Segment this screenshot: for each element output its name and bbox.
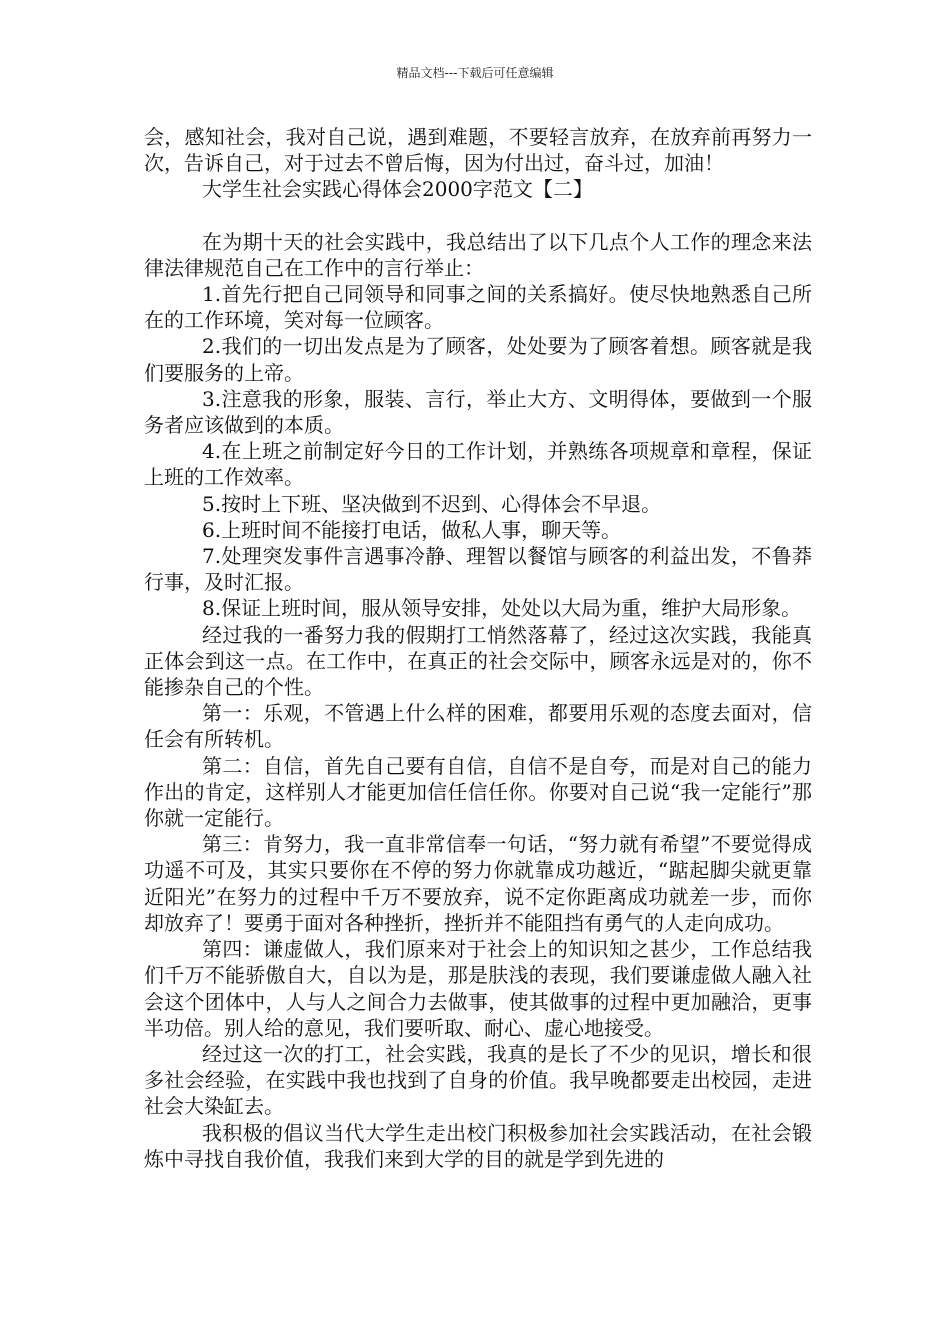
paragraph: 第四：谦虚做人，我们原来对于社会上的知识知之甚少，工作总结我们千万不能骄傲自大，自以为是，那是肤浅的表现，我们要谦虚做人融入社会这个团体中，人与人之间合力去做事，使其做事的过程中更加融洽，更事半功倍。别人给的意见，我们要听取、耐心、虚心地接受。 — [144, 937, 812, 1040]
paragraph-continuation: 会，感知社会，我对自己说，遇到难题，不要轻言放弃，在放弃前再努力一次，告诉自己，对于过去不曾后悔，因为付出过，奋斗过，加油！ — [144, 125, 812, 176]
list-item: 2.我们的一切出发点是为了顾客，处处要为了顾客着想。顾客就是我们要服务的上帝。 — [144, 334, 812, 385]
list-item: 8.保证上班时间，服从领导安排，处处以大局为重，维护大局形象。 — [202, 596, 802, 621]
section-title: 大学生社会实践心得体会2000字范文【二】 — [202, 177, 593, 202]
list-item: 6.上班时间不能接打电话，做私人事，聊天等。 — [202, 517, 622, 542]
paragraph: 我积极的倡议当代大学生走出校门积极参加社会实践活动，在社会锻炼中寻找自我价值，我我们来到大学的目的就是学到先进的 — [144, 1120, 812, 1171]
paragraph: 经过这一次的打工，社会实践，我真的是长了不少的见识，增长和很多社会经验，在实践中我也找到了自身的价值。我早晚都要走出校园，走进社会大染缸去。 — [144, 1041, 812, 1119]
list-item: 4.在上班之前制定好今日的工作计划，并熟练各项规章和章程，保证上班的工作效率。 — [144, 439, 812, 490]
list-item: 5.按时上下班、坚决做到不迟到、心得体会不早退。 — [202, 491, 662, 516]
paragraph: 第一：乐观，不管遇上什么样的困难，都要用乐观的态度去面对，信任会有所转机。 — [144, 701, 812, 752]
list-item: 1.首先行把自己同领导和同事之间的关系搞好。使尽快地熟悉自己所在的工作环境，笑对每一位顾客。 — [144, 282, 812, 333]
page-header: 精品文档---下载后可任意编辑 — [396, 66, 554, 80]
paragraph: 在为期十天的社会实践中，我总结出了以下几点个人工作的理念来法律法律规范自己在工作中的言行举止： — [144, 229, 812, 280]
paragraph: 第三：肯努力，我一直非常信奉一句话，“努力就有希望”不要觉得成功遥不可及，其实只要你在不停的努力你就靠成功越近，“踮起脚尖就更靠近阳光”在努力的过程中千万不要放弃，说不定你距离成功就差一步，而你却放弃了！要勇于面对各种挫折，挫折并不能阻挡有勇气的人走向成功。 — [144, 832, 812, 935]
document-body — [144, 124, 812, 1172]
list-item: 3.注意我的形象，服装、言行，举止大方、文明得体，要做到一个服务者应该做到的本质。 — [144, 386, 812, 438]
spacer — [144, 203, 812, 229]
list-item: 7.处理突发事件言遇事冷静、理智以餐馆与顾客的利益出发，不鲁莽行事，及时汇报。 — [144, 544, 812, 595]
paragraph: 经过我的一番努力我的假期打工悄然落幕了，经过这次实践，我能真正体会到这一点。在工作中，在真正的社会交际中，顾客永远是对的，你不能掺杂自己的个性。 — [144, 622, 812, 700]
paragraph: 第二：自信，首先自己要有自信，自信不是自夸，而是对自己的能力作出的肯定，这样别人才能更加信任信任你。你要对自己说“我一定能行”那你就一定能行。 — [144, 753, 812, 831]
